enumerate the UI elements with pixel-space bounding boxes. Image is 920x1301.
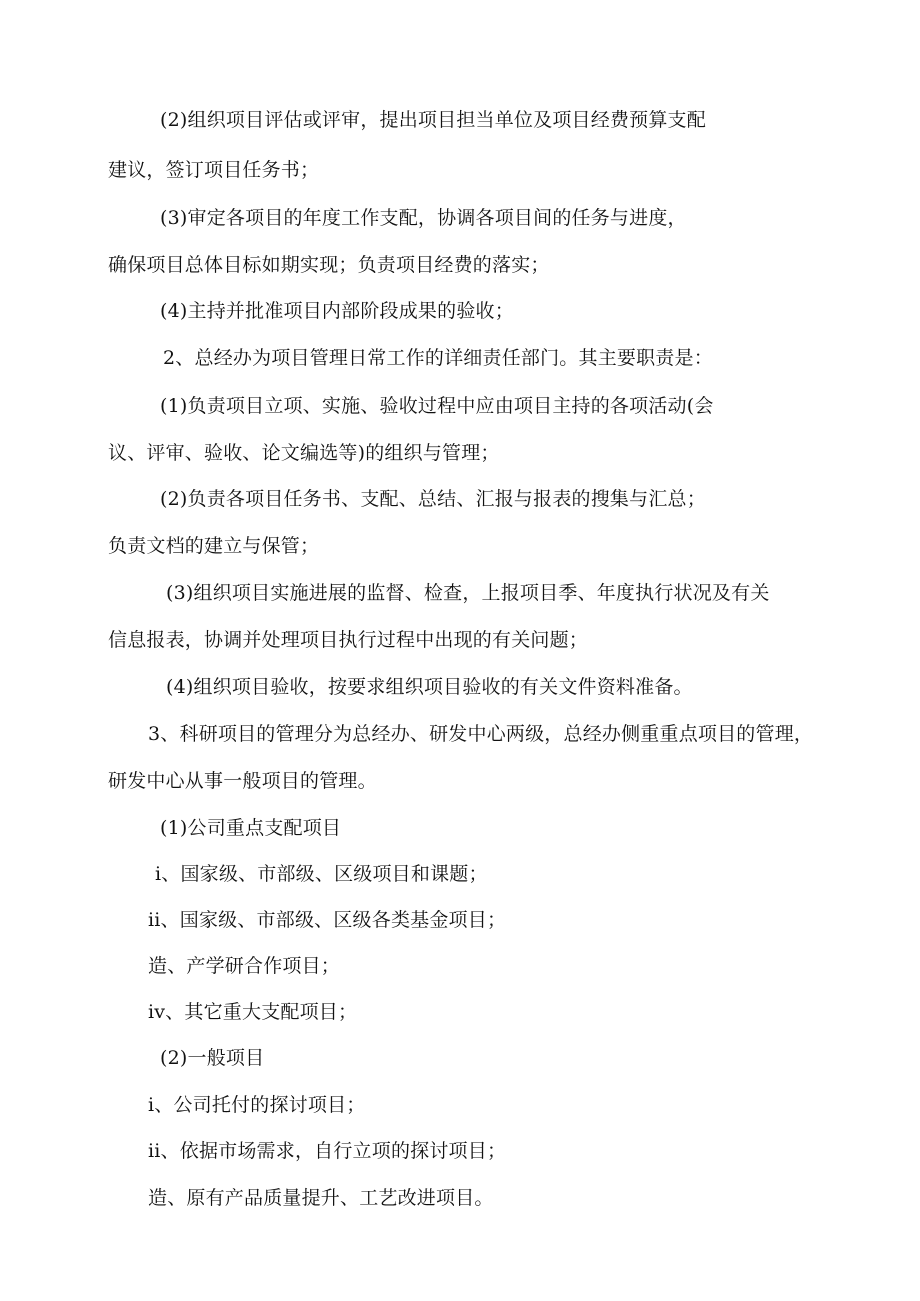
text-line: 研发中心从事一般项目的管理。 [108, 770, 377, 792]
text-line: iv、其它重大支配项目； [148, 1001, 358, 1023]
text-line: (1)公司重点支配项目 [160, 817, 342, 839]
text-line: (4)主持并批准项目内部阶段成果的验收； [160, 300, 514, 322]
text-line: 2、总经办为项目管理日常工作的详细责任部门。其主要职责是： [163, 347, 713, 369]
text-line: (2)负责各项目任务书、支配、总结、汇报与报表的搜集与汇总； [160, 488, 706, 510]
text-line: ii、国家级、市部级、区级各类基金项目； [148, 909, 507, 931]
text-line: (4)组织项目验收，按要求组织项目验收的有关文件资料准备。 [166, 676, 693, 698]
text-line: (2)一般项目 [160, 1047, 265, 1069]
text-line: i、公司托付的探讨项目； [148, 1094, 366, 1116]
text-line: 3、科研项目的管理分为总经办、研发中心两级，总经办侧重重点项目的管理， [148, 723, 814, 745]
text-line: 议、评审、验收、论文编选等)的组织与管理； [108, 442, 500, 464]
text-line: (3)组织项目实施进展的监督、检查，上报项目季、年度执行状况及有关 [166, 582, 770, 604]
text-line: ii、依据市场需求，自行立项的探讨项目； [148, 1140, 507, 1162]
text-line: 建议，签订项目任务书； [108, 159, 320, 181]
text-line: 负责文档的建立与保管； [108, 535, 320, 557]
text-line: 造、原有产品质量提升、工艺改进项目。 [148, 1187, 494, 1209]
text-line: (3)审定各项目的年度工作支配，协调各项目间的任务与进度， [160, 207, 687, 229]
text-line: i、国家级、市部级、区级项目和课题； [155, 863, 488, 885]
text-line: 信息报表，协调并处理项目执行过程中出现的有关问题； [108, 629, 589, 651]
text-line: (2)组织项目评估或评审，提出项目担当单位及项目经费预算支配 [160, 109, 706, 131]
text-line: 确保项目总体目标如期实现；负责项目经费的落实； [108, 254, 550, 276]
text-line: 造、产学研合作项目； [148, 955, 341, 977]
text-line: (1)负责项目立项、实施、验收过程中应由项目主持的各项活动(会 [160, 395, 714, 417]
